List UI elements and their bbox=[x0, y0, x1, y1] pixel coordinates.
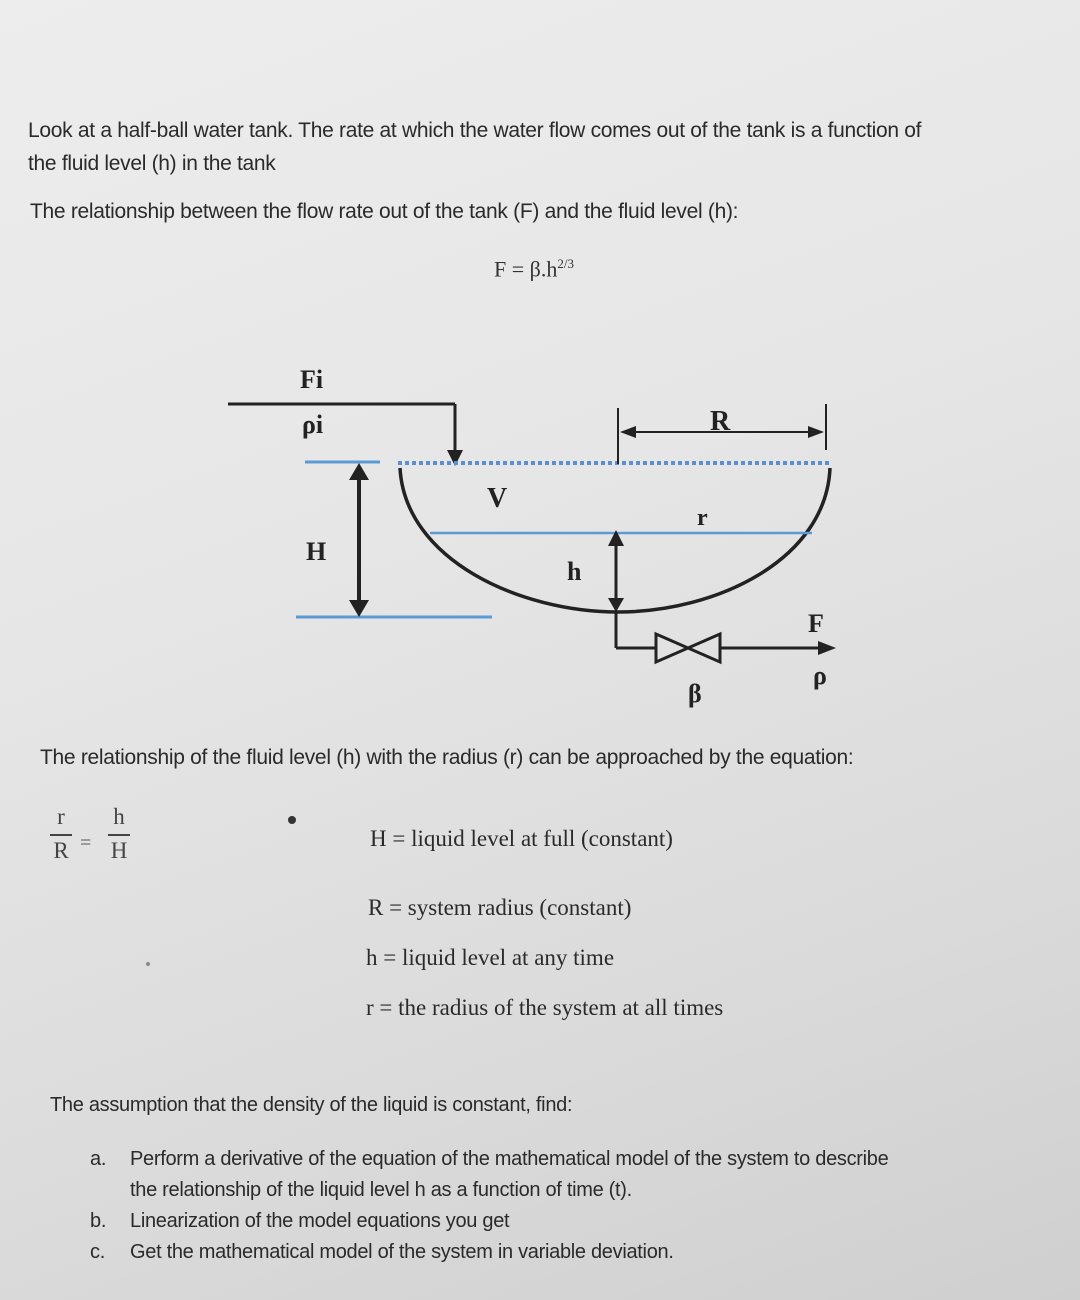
question-b bbox=[90, 1206, 1060, 1237]
label-r-small: r bbox=[697, 505, 708, 531]
radius-arrow-right-icon bbox=[808, 426, 824, 438]
ratio-right-fraction bbox=[108, 804, 130, 864]
valve-right-icon bbox=[688, 634, 720, 662]
label-h-big: H bbox=[306, 537, 327, 566]
question-b-mark: b. bbox=[90, 1210, 107, 1232]
question-list bbox=[90, 1144, 1060, 1268]
stray-dot bbox=[146, 962, 150, 966]
question-a-line-1: Perform a derivative of the equation of the mathematical model of the system to describe bbox=[130, 1148, 889, 1170]
ratio-right-numerator: h bbox=[113, 804, 125, 829]
tank-diagram bbox=[0, 340, 1080, 720]
flow-formula bbox=[494, 256, 574, 282]
label-f: F bbox=[808, 609, 824, 638]
radius-relationship-text: The relationship of the fluid level (h) with the radius (r) can be approached by the equation: bbox=[40, 746, 854, 769]
ratio-left-bar bbox=[50, 834, 72, 836]
label-h-small: h bbox=[567, 557, 582, 586]
label-fi: Fi bbox=[300, 365, 324, 394]
flow-formula-base: F = β.h bbox=[494, 256, 558, 282]
radius-arrow-left-icon bbox=[620, 426, 636, 438]
outlet-arrow-icon bbox=[818, 641, 836, 655]
label-pi: ρi bbox=[302, 410, 324, 439]
question-c-mark: c. bbox=[90, 1241, 105, 1263]
question-a-mark: a. bbox=[90, 1148, 107, 1170]
definition-r-system: R = system radius (constant) bbox=[368, 895, 632, 920]
ratio-left-numerator: r bbox=[57, 804, 65, 829]
question-c-line-1: Get the mathematical model of the system in variable deviation. bbox=[130, 1241, 674, 1263]
valve-left-icon bbox=[656, 634, 688, 662]
definition-h-any: h = liquid level at any time bbox=[366, 945, 615, 970]
label-v: V bbox=[487, 483, 508, 514]
intro-line-1: Look at a half-ball water tank. The rate at which the water flow comes out of the tank is a function of bbox=[28, 119, 922, 142]
label-rho: ρ bbox=[813, 661, 827, 690]
assumption-text: The assumption that the density of the liquid is constant, find: bbox=[50, 1094, 573, 1116]
ratio-left-fraction bbox=[50, 804, 72, 864]
height-arrow-down-icon bbox=[349, 600, 369, 617]
definition-r-radius: r = the radius of the system at all times bbox=[366, 995, 724, 1020]
label-beta: β bbox=[688, 679, 702, 708]
flow-relationship-text: The relationship between the flow rate out of the tank (F) and the fluid level (h): bbox=[30, 200, 739, 223]
intro-line-2: the fluid level (h) in the tank bbox=[28, 152, 276, 175]
question-a bbox=[90, 1144, 1060, 1206]
question-a-line-2: the relationship of the liquid level h as a function of time (t). bbox=[130, 1179, 632, 1201]
question-b-line-1: Linearization of the model equations you get bbox=[130, 1210, 510, 1232]
definition-h-full: H = liquid level at full (constant) bbox=[370, 826, 673, 851]
ratio-right-denominator: H bbox=[110, 837, 128, 863]
ratio-equals: = bbox=[80, 832, 92, 854]
flow-formula-exponent: 2/3 bbox=[557, 256, 574, 271]
height-arrow-up-icon bbox=[349, 463, 369, 480]
ratio-right-bar bbox=[108, 834, 130, 836]
level-arrow-down-icon bbox=[608, 598, 624, 612]
question-c bbox=[90, 1237, 1060, 1268]
ratio-left-denominator: R bbox=[53, 837, 69, 863]
intro-paragraph bbox=[28, 114, 1068, 180]
label-r-big: R bbox=[710, 406, 731, 437]
bullet-dot bbox=[288, 816, 296, 824]
